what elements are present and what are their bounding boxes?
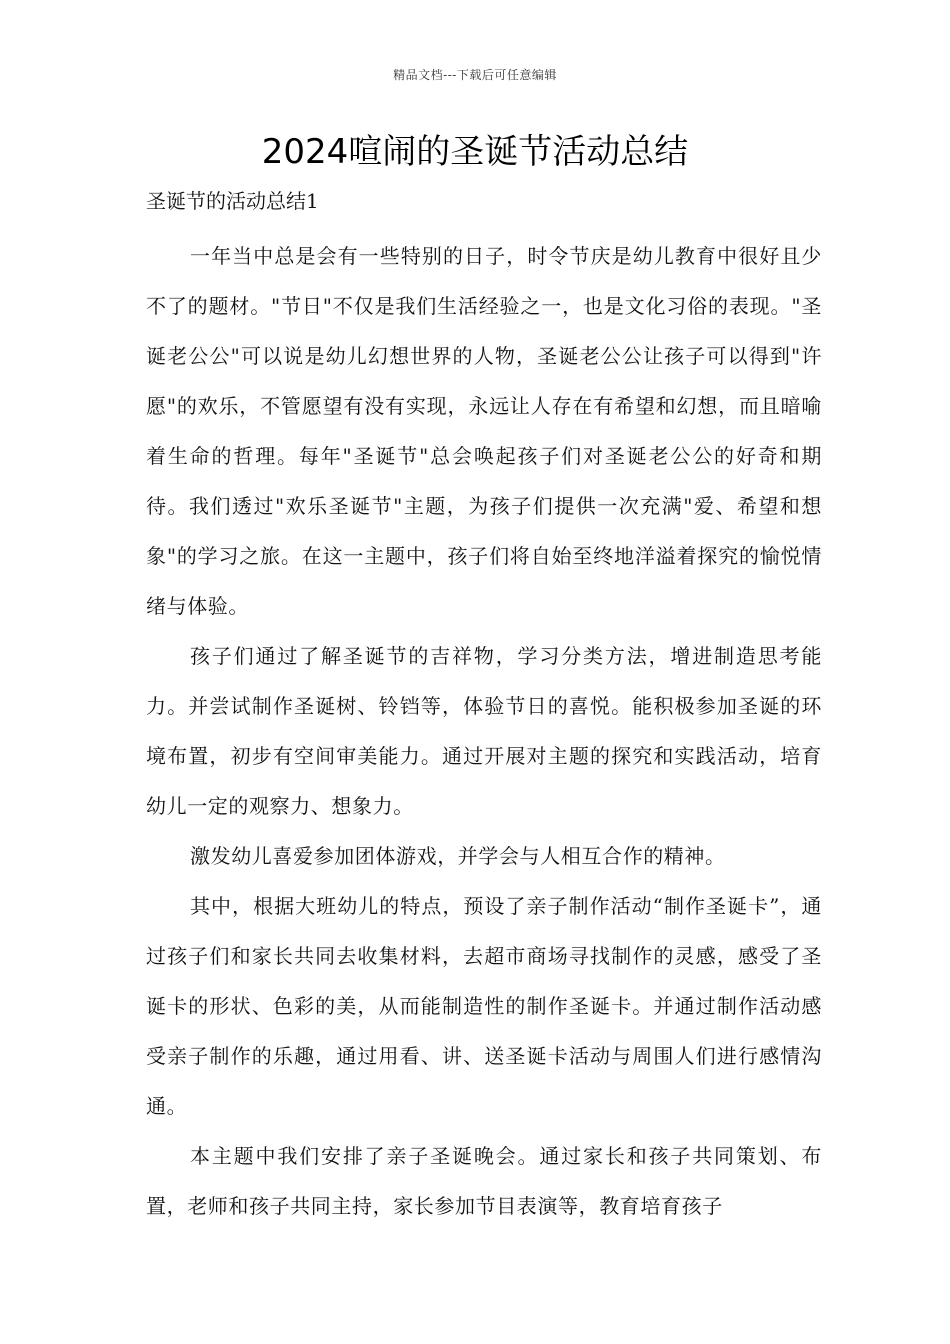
paragraph: 本主题中我们安排了亲子圣诞晚会。通过家长和孩子共同策划、布置，老师和孩子共同主持，家长参加节目表演等，教育培育孩子 xyxy=(146,1144,822,1218)
document-body xyxy=(146,231,822,1231)
paragraph: 孩子们通过了解圣诞节的吉祥物，学习分类方法，增进制造思考能力。并尝试制作圣诞树、铃铛等，体验节日的喜悦。能积极参加圣诞的环境布置，初步有空间审美能力。通过开展对主题的探究和实践活动，培育幼儿一定的观察力、想象力。 xyxy=(146,644,822,818)
paragraph: 激发幼儿喜爱参加团体游戏，并学会与人相互合作的精神。 xyxy=(190,844,726,868)
paragraph: 其中，根据大班幼儿的特点，预设了亲子制作活动“制作圣诞卡”，通过孩子们和家长共同去收集材料，去超市商场寻找制作的灵感，感受了圣诞卡的形状、色彩的美，从而能制造性的制作圣诞卡。并通过制作活动感受亲子制作的乐趣，通过用看、讲、送圣诞卡活动与周围人们进行感情沟通。 xyxy=(146,894,822,1118)
header-note: 精品文档---下载后可任意编辑 xyxy=(393,68,557,82)
document-title: 2024喧闹的圣诞节活动总结 xyxy=(261,132,689,172)
paragraph: 一年当中总是会有一些特别的日子，时令节庆是幼儿教育中很好且少不了的题材。"节日"不仅是我们生活经验之一，也是文化习俗的表现。"圣诞老公公"可以说是幼儿幻想世界的人物，圣诞老公公让孩子可以得到"许愿"的欢乐，不管愿望有没有实现，永远让人存在有希望和幻想，而且暗喻着生命的哲理。每年"圣诞节"总会唤起孩子们对圣诞老公公的好奇和期待。我们透过"欢乐圣诞节"主题，为孩子们提供一次充满"爱、希望和想象"的学习之旅。在这一主题中，孩子们将自始至终地洋溢着探究的愉悦情绪与体验。 xyxy=(146,244,822,618)
section-heading: 圣诞节的活动总结1 xyxy=(146,189,319,213)
